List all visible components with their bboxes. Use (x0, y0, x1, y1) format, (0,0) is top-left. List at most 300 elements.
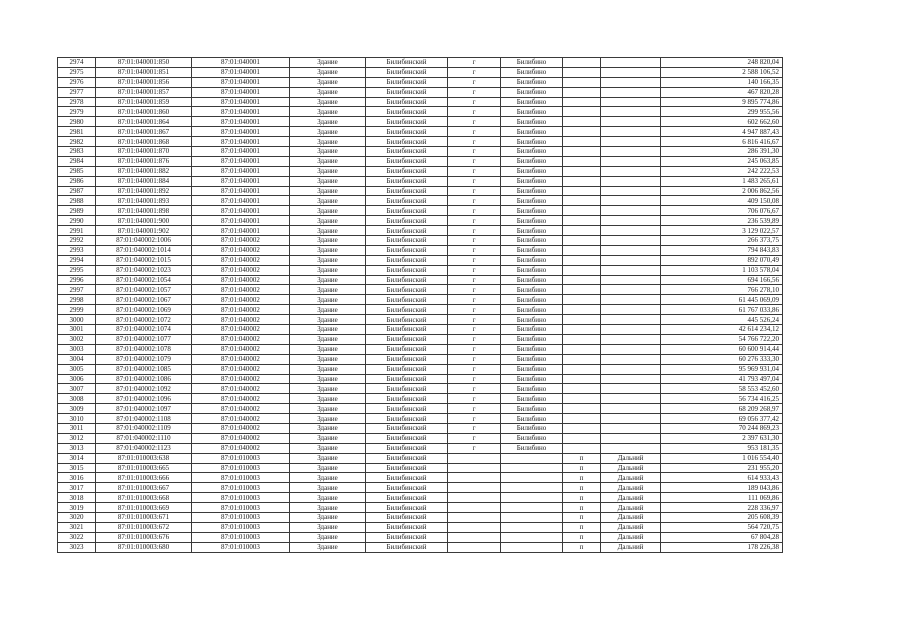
table-row (58, 463, 783, 473)
city-name-cell: Билибино (501, 176, 563, 186)
city-name-cell: Билибино (501, 414, 563, 424)
object-type-cell: Здание (290, 275, 366, 285)
cadastral-value-cell: 467 820,28 (661, 87, 783, 97)
city-name-cell: Билибино (501, 77, 563, 87)
settlement-type-village-cell (563, 97, 601, 107)
city-name-cell: Билибино (501, 364, 563, 374)
settlement-type-village-cell (563, 275, 601, 285)
table-row (58, 443, 783, 453)
village-name-cell (601, 236, 661, 246)
cadastral-number-cell: 87:01:040001:864 (96, 117, 192, 127)
settlement-type-village-cell (563, 374, 601, 384)
village-name-cell: Дальний (601, 532, 661, 542)
settlement-type-village-cell (563, 255, 601, 265)
table-row (58, 532, 783, 542)
village-name-cell (601, 245, 661, 255)
object-type-cell: Здание (290, 512, 366, 522)
row-number-cell: 2979 (58, 107, 96, 117)
settlement-type-village-cell (563, 77, 601, 87)
district-cell: Билибинский (366, 463, 448, 473)
cadastral-value-cell: 766 278,10 (661, 285, 783, 295)
parent-quarter-cell: 87:01:040001 (192, 196, 290, 206)
object-type-cell: Здание (290, 493, 366, 503)
parent-quarter-cell: 87:01:040001 (192, 127, 290, 137)
object-type-cell: Здание (290, 374, 366, 384)
cadastral-number-cell: 87:01:040002:1015 (96, 255, 192, 265)
cadastral-value-cell: 67 804,28 (661, 532, 783, 542)
city-name-cell: Билибино (501, 374, 563, 384)
table-row (58, 542, 783, 552)
village-name-cell (601, 433, 661, 443)
parent-quarter-cell: 87:01:040002 (192, 245, 290, 255)
table-row (58, 384, 783, 394)
row-number-cell: 2996 (58, 275, 96, 285)
object-type-cell: Здание (290, 305, 366, 315)
village-name-cell (601, 374, 661, 384)
village-name-cell (601, 285, 661, 295)
parent-quarter-cell: 87:01:040001 (192, 166, 290, 176)
parent-quarter-cell: 87:01:040002 (192, 275, 290, 285)
cadastral-number-cell: 87:01:040001:859 (96, 97, 192, 107)
city-name-cell: Билибино (501, 58, 563, 68)
row-number-cell: 3004 (58, 354, 96, 364)
city-name-cell: Билибино (501, 354, 563, 364)
village-name-cell: Дальний (601, 453, 661, 463)
settlement-type-city-cell: г (448, 315, 501, 325)
cadastral-value-cell: 706 076,67 (661, 206, 783, 216)
parent-quarter-cell: 87:01:040002 (192, 374, 290, 384)
cadastral-value-cell: 58 553 452,60 (661, 384, 783, 394)
row-number-cell: 2978 (58, 97, 96, 107)
settlement-type-village-cell: п (563, 473, 601, 483)
city-name-cell: Билибино (501, 87, 563, 97)
village-name-cell (601, 305, 661, 315)
cadastral-number-cell: 87:01:040002:1067 (96, 295, 192, 305)
settlement-type-village-cell (563, 186, 601, 196)
village-name-cell (601, 58, 661, 68)
table-body (58, 58, 783, 553)
table-row (58, 344, 783, 354)
cadastral-number-cell: 87:01:010003:676 (96, 532, 192, 542)
city-name-cell: Билибино (501, 117, 563, 127)
district-cell: Билибинский (366, 334, 448, 344)
parent-quarter-cell: 87:01:010003 (192, 522, 290, 532)
cadastral-value-cell: 953 181,35 (661, 443, 783, 453)
settlement-type-city-cell (448, 463, 501, 473)
parent-quarter-cell: 87:01:010003 (192, 463, 290, 473)
settlement-type-village-cell (563, 127, 601, 137)
city-name-cell (501, 493, 563, 503)
village-name-cell: Дальний (601, 542, 661, 552)
row-number-cell: 3018 (58, 493, 96, 503)
object-type-cell: Здание (290, 334, 366, 344)
city-name-cell: Билибино (501, 196, 563, 206)
row-number-cell: 3012 (58, 433, 96, 443)
settlement-type-city-cell: г (448, 394, 501, 404)
city-name-cell (501, 453, 563, 463)
city-name-cell: Билибино (501, 97, 563, 107)
village-name-cell (601, 117, 661, 127)
object-type-cell: Здание (290, 117, 366, 127)
table-row (58, 87, 783, 97)
settlement-type-village-cell: п (563, 532, 601, 542)
row-number-cell: 2993 (58, 245, 96, 255)
settlement-type-city-cell: г (448, 325, 501, 335)
district-cell: Билибинский (366, 404, 448, 414)
district-cell: Билибинский (366, 522, 448, 532)
city-name-cell: Билибино (501, 315, 563, 325)
settlement-type-city-cell: г (448, 127, 501, 137)
settlement-type-village-cell (563, 354, 601, 364)
city-name-cell: Билибино (501, 404, 563, 414)
parent-quarter-cell: 87:01:040001 (192, 226, 290, 236)
settlement-type-city-cell: г (448, 156, 501, 166)
settlement-type-village-cell (563, 414, 601, 424)
district-cell: Билибинский (366, 305, 448, 315)
row-number-cell: 3014 (58, 453, 96, 463)
cadastral-value-cell: 68 209 268,97 (661, 404, 783, 414)
settlement-type-village-cell (563, 196, 601, 206)
cadastral-value-cell: 231 955,20 (661, 463, 783, 473)
object-type-cell: Здание (290, 344, 366, 354)
row-number-cell: 2991 (58, 226, 96, 236)
settlement-type-village-cell (563, 394, 601, 404)
parent-quarter-cell: 87:01:040002 (192, 265, 290, 275)
city-name-cell (501, 463, 563, 473)
city-name-cell: Билибино (501, 423, 563, 433)
cadastral-number-cell: 87:01:040002:1023 (96, 265, 192, 275)
object-type-cell: Здание (290, 285, 366, 295)
parent-quarter-cell: 87:01:040002 (192, 344, 290, 354)
settlement-type-city-cell: г (448, 443, 501, 453)
cadastral-number-cell: 87:01:010003:666 (96, 473, 192, 483)
settlement-type-village-cell (563, 226, 601, 236)
district-cell: Билибинский (366, 384, 448, 394)
table-row (58, 58, 783, 68)
object-type-cell: Здание (290, 414, 366, 424)
village-name-cell (601, 127, 661, 137)
settlement-type-village-cell (563, 305, 601, 315)
settlement-type-city-cell: г (448, 423, 501, 433)
settlement-type-city-cell: г (448, 147, 501, 157)
settlement-type-city-cell: г (448, 107, 501, 117)
row-number-cell: 3010 (58, 414, 96, 424)
cadastral-number-cell: 87:01:040002:1078 (96, 344, 192, 354)
village-name-cell (601, 156, 661, 166)
city-name-cell (501, 473, 563, 483)
district-cell: Билибинский (366, 196, 448, 206)
row-number-cell: 3016 (58, 473, 96, 483)
object-type-cell: Здание (290, 156, 366, 166)
cadastral-number-cell: 87:01:010003:668 (96, 493, 192, 503)
district-cell: Билибинский (366, 275, 448, 285)
object-type-cell: Здание (290, 245, 366, 255)
object-type-cell: Здание (290, 542, 366, 552)
district-cell: Билибинский (366, 137, 448, 147)
row-number-cell: 2989 (58, 206, 96, 216)
table-row (58, 315, 783, 325)
cadastral-value-cell: 286 391,30 (661, 147, 783, 157)
settlement-type-city-cell: г (448, 334, 501, 344)
table-row (58, 394, 783, 404)
table-row (58, 77, 783, 87)
village-name-cell: Дальний (601, 512, 661, 522)
village-name-cell: Дальний (601, 522, 661, 532)
table-row (58, 127, 783, 137)
settlement-type-city-cell: г (448, 97, 501, 107)
cadastral-value-cell: 245 063,85 (661, 156, 783, 166)
row-number-cell: 2983 (58, 147, 96, 157)
cadastral-value-cell: 205 608,39 (661, 512, 783, 522)
district-cell: Билибинский (366, 226, 448, 236)
city-name-cell: Билибино (501, 325, 563, 335)
district-cell: Билибинский (366, 77, 448, 87)
table-row (58, 334, 783, 344)
cadastral-value-cell: 56 734 416,25 (661, 394, 783, 404)
row-number-cell: 3020 (58, 512, 96, 522)
village-name-cell (601, 334, 661, 344)
village-name-cell: Дальний (601, 483, 661, 493)
city-name-cell (501, 532, 563, 542)
settlement-type-village-cell: п (563, 493, 601, 503)
parent-quarter-cell: 87:01:010003 (192, 532, 290, 542)
settlement-type-city-cell: г (448, 344, 501, 354)
settlement-type-village-cell (563, 156, 601, 166)
object-type-cell: Здание (290, 67, 366, 77)
settlement-type-city-cell: г (448, 414, 501, 424)
table-row (58, 216, 783, 226)
city-name-cell: Билибино (501, 245, 563, 255)
cadastral-value-cell: 614 933,43 (661, 473, 783, 483)
cadastral-value-cell: 3 129 022,57 (661, 226, 783, 236)
cadastral-value-cell: 299 955,56 (661, 107, 783, 117)
district-cell: Билибинский (366, 364, 448, 374)
settlement-type-city-cell: г (448, 255, 501, 265)
row-number-cell: 2987 (58, 186, 96, 196)
row-number-cell: 2982 (58, 137, 96, 147)
parent-quarter-cell: 87:01:040002 (192, 394, 290, 404)
parent-quarter-cell: 87:01:040002 (192, 315, 290, 325)
village-name-cell (601, 176, 661, 186)
cadastral-number-cell: 87:01:040001:900 (96, 216, 192, 226)
district-cell: Билибинский (366, 374, 448, 384)
cadastral-number-cell: 87:01:040002:1069 (96, 305, 192, 315)
object-type-cell: Здание (290, 186, 366, 196)
settlement-type-village-cell (563, 166, 601, 176)
cadastral-value-cell: 564 720,75 (661, 522, 783, 532)
row-number-cell: 2975 (58, 67, 96, 77)
settlement-type-village-cell: п (563, 503, 601, 513)
settlement-type-village-cell: п (563, 463, 601, 473)
district-cell: Билибинский (366, 532, 448, 542)
table-row (58, 483, 783, 493)
parent-quarter-cell: 87:01:040002 (192, 443, 290, 453)
parent-quarter-cell: 87:01:040001 (192, 58, 290, 68)
settlement-type-city-cell (448, 493, 501, 503)
settlement-type-village-cell: п (563, 512, 601, 522)
settlement-type-village-cell (563, 107, 601, 117)
row-number-cell: 2994 (58, 255, 96, 265)
district-cell: Билибинский (366, 107, 448, 117)
district-cell: Билибинский (366, 443, 448, 453)
city-name-cell: Билибино (501, 334, 563, 344)
row-number-cell: 3021 (58, 522, 96, 532)
parent-quarter-cell: 87:01:040002 (192, 325, 290, 335)
city-name-cell: Билибино (501, 206, 563, 216)
district-cell: Билибинский (366, 295, 448, 305)
district-cell: Билибинский (366, 216, 448, 226)
settlement-type-city-cell (448, 522, 501, 532)
city-name-cell: Билибино (501, 265, 563, 275)
cadastral-number-cell: 87:01:010003:669 (96, 503, 192, 513)
village-name-cell (601, 295, 661, 305)
village-name-cell (601, 196, 661, 206)
parent-quarter-cell: 87:01:040002 (192, 255, 290, 265)
table-row (58, 196, 783, 206)
village-name-cell (601, 394, 661, 404)
row-number-cell: 3007 (58, 384, 96, 394)
object-type-cell: Здание (290, 147, 366, 157)
cadastral-number-cell: 87:01:010003:680 (96, 542, 192, 552)
settlement-type-city-cell: г (448, 265, 501, 275)
village-name-cell (601, 404, 661, 414)
row-number-cell: 2977 (58, 87, 96, 97)
table-row (58, 414, 783, 424)
district-cell: Билибинский (366, 186, 448, 196)
cadastral-value-cell: 61 767 033,86 (661, 305, 783, 315)
village-name-cell (601, 87, 661, 97)
district-cell: Билибинский (366, 315, 448, 325)
cadastral-value-cell: 189 043,86 (661, 483, 783, 493)
row-number-cell: 3008 (58, 394, 96, 404)
table-row (58, 147, 783, 157)
row-number-cell: 3003 (58, 344, 96, 354)
parent-quarter-cell: 87:01:040002 (192, 404, 290, 414)
object-type-cell: Здание (290, 423, 366, 433)
district-cell: Билибинский (366, 265, 448, 275)
row-number-cell: 3000 (58, 315, 96, 325)
settlement-type-city-cell: г (448, 275, 501, 285)
settlement-type-village-cell: п (563, 483, 601, 493)
object-type-cell: Здание (290, 453, 366, 463)
district-cell: Билибинский (366, 117, 448, 127)
city-name-cell: Билибино (501, 67, 563, 77)
parent-quarter-cell: 87:01:040001 (192, 216, 290, 226)
village-name-cell (601, 414, 661, 424)
object-type-cell: Здание (290, 216, 366, 226)
city-name-cell (501, 522, 563, 532)
district-cell: Билибинский (366, 344, 448, 354)
table-row (58, 512, 783, 522)
settlement-type-village-cell (563, 216, 601, 226)
settlement-type-city-cell: г (448, 186, 501, 196)
cadastral-value-cell: 60 276 333,30 (661, 354, 783, 364)
cadastral-value-cell: 178 226,38 (661, 542, 783, 552)
table-row (58, 137, 783, 147)
row-number-cell: 2999 (58, 305, 96, 315)
parent-quarter-cell: 87:01:040001 (192, 147, 290, 157)
parent-quarter-cell: 87:01:040001 (192, 186, 290, 196)
cadastral-number-cell: 87:01:040002:1014 (96, 245, 192, 255)
district-cell: Билибинский (366, 127, 448, 137)
object-type-cell: Здание (290, 196, 366, 206)
cadastral-number-cell: 87:01:040001:902 (96, 226, 192, 236)
settlement-type-city-cell: г (448, 87, 501, 97)
parent-quarter-cell: 87:01:010003 (192, 503, 290, 513)
parent-quarter-cell: 87:01:040002 (192, 433, 290, 443)
table-row (58, 255, 783, 265)
object-type-cell: Здание (290, 532, 366, 542)
table-row (58, 404, 783, 414)
village-name-cell (601, 275, 661, 285)
cadastral-value-cell: 69 056 377,42 (661, 414, 783, 424)
city-name-cell: Билибино (501, 127, 563, 137)
city-name-cell (501, 503, 563, 513)
district-cell: Билибинский (366, 473, 448, 483)
cadastral-number-cell: 87:01:040002:1079 (96, 354, 192, 364)
village-name-cell (601, 423, 661, 433)
settlement-type-village-cell (563, 176, 601, 186)
district-cell: Билибинский (366, 394, 448, 404)
table-row (58, 265, 783, 275)
district-cell: Билибинский (366, 453, 448, 463)
village-name-cell (601, 97, 661, 107)
parent-quarter-cell: 87:01:040001 (192, 87, 290, 97)
settlement-type-village-cell (563, 265, 601, 275)
row-number-cell: 2980 (58, 117, 96, 127)
parent-quarter-cell: 87:01:040001 (192, 97, 290, 107)
city-name-cell: Билибино (501, 156, 563, 166)
cadastral-number-cell: 87:01:040001:898 (96, 206, 192, 216)
city-name-cell: Билибино (501, 433, 563, 443)
settlement-type-city-cell: г (448, 285, 501, 295)
row-number-cell: 2974 (58, 58, 96, 68)
cadastral-value-cell: 228 336,97 (661, 503, 783, 513)
table-row (58, 364, 783, 374)
object-type-cell: Здание (290, 443, 366, 453)
cadastral-value-cell: 1 103 578,04 (661, 265, 783, 275)
row-number-cell: 2986 (58, 176, 96, 186)
cadastral-number-cell: 87:01:040001:884 (96, 176, 192, 186)
cadastral-value-cell: 794 843,83 (661, 245, 783, 255)
cadastral-number-cell: 87:01:040002:1074 (96, 325, 192, 335)
settlement-type-city-cell: г (448, 354, 501, 364)
cadastral-value-cell: 140 166,35 (661, 77, 783, 87)
village-name-cell (601, 107, 661, 117)
cadastral-value-cell: 892 070,49 (661, 255, 783, 265)
cadastral-value-cell: 41 793 497,04 (661, 374, 783, 384)
object-type-cell: Здание (290, 522, 366, 532)
district-cell: Билибинский (366, 245, 448, 255)
object-type-cell: Здание (290, 483, 366, 493)
cadastral-value-cell: 95 969 931,04 (661, 364, 783, 374)
village-name-cell (601, 77, 661, 87)
object-type-cell: Здание (290, 176, 366, 186)
row-number-cell: 3019 (58, 503, 96, 513)
table-row (58, 522, 783, 532)
settlement-type-village-cell (563, 236, 601, 246)
city-name-cell: Билибино (501, 107, 563, 117)
cadastral-number-cell: 87:01:040002:1057 (96, 285, 192, 295)
district-cell: Билибинский (366, 87, 448, 97)
district-cell: Билибинский (366, 67, 448, 77)
parent-quarter-cell: 87:01:040002 (192, 384, 290, 394)
district-cell: Билибинский (366, 58, 448, 68)
row-number-cell: 3023 (58, 542, 96, 552)
cadastral-number-cell: 87:01:040002:1097 (96, 404, 192, 414)
cadastral-number-cell: 87:01:040001:851 (96, 67, 192, 77)
cadastral-value-cell: 2 397 631,30 (661, 433, 783, 443)
